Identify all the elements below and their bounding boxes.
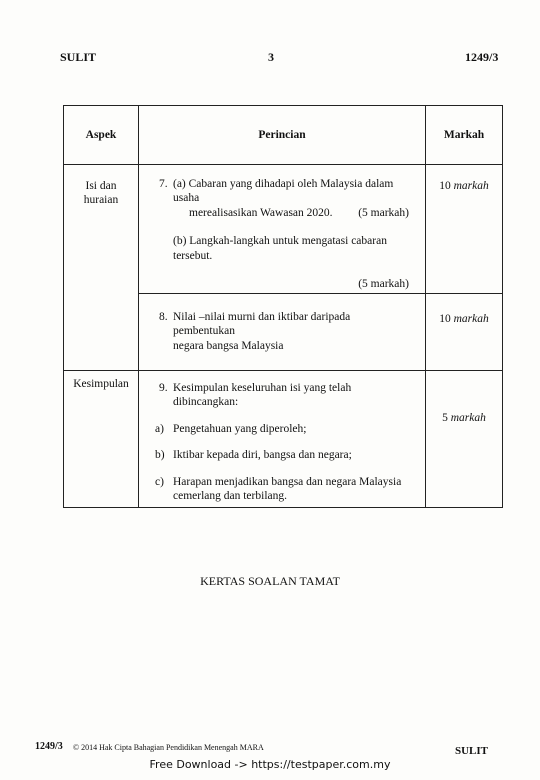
markah-unit: markah — [453, 180, 489, 192]
item-text: (b) Langkah-langkah untuk mengatasi cabaran tersebut. — [173, 235, 387, 262]
col-header-aspek: Aspek — [64, 106, 139, 165]
header-sulit: SULIT — [60, 50, 97, 64]
table-row — [64, 371, 503, 508]
aspek-label: Kesimpulan — [73, 378, 129, 390]
markah-value: 10 — [439, 180, 451, 192]
markah-value: 5 — [442, 412, 448, 424]
sub-letter: c) — [155, 475, 164, 488]
sub-letter: a) — [155, 422, 164, 435]
list-item — [139, 381, 425, 410]
sub-list-item — [139, 422, 425, 436]
sub-text: Pengetahuan yang diperoleh; — [173, 422, 307, 435]
aspek-label: huraian — [83, 194, 119, 207]
sub-text: Iktibar kepada diri, bangsa dan negara; — [173, 449, 352, 462]
perincian-cell — [139, 165, 426, 294]
aspek-cell — [64, 165, 139, 371]
paper-code: 1249/3 — [465, 50, 499, 64]
download-link-text: Free Download -> https://testpaper.com.my — [149, 758, 391, 771]
item-number: 8. — [159, 311, 168, 323]
sub-list — [139, 422, 425, 504]
item-number: 7. — [159, 178, 168, 190]
sub-text: Harapan menjadikan bangsa dan negara Malaysia — [173, 475, 402, 488]
item-text: Nilai –nilai murni dan iktibar daripada pembentukan — [173, 311, 351, 338]
markah-cell — [426, 294, 503, 371]
item-mark: (5 markah) — [358, 206, 409, 219]
perincian-cell — [139, 371, 426, 508]
list-item — [139, 310, 425, 353]
item-text: (a) Cabaran yang dihadapi oleh Malaysia dalam usaha — [173, 178, 394, 205]
sub-list-item — [139, 475, 425, 504]
end-of-paper-text: KERTAS SOALAN TAMAT — [200, 574, 340, 588]
markah-unit: markah — [453, 313, 489, 325]
markah-cell — [426, 371, 503, 508]
item-text: negara bangsa Malaysia — [173, 339, 284, 352]
sub-text: cemerlang dan terbilang. — [173, 489, 287, 502]
table-row — [64, 165, 503, 294]
footer-copyright: © 2014 Hak Cipta Bahagian Pendidikan Menengah MARA — [73, 743, 264, 752]
item-line — [173, 206, 409, 220]
list-item — [139, 177, 425, 291]
aspek-label: Isi dan — [85, 180, 117, 192]
table-header-row — [64, 106, 503, 165]
item-number: 9. — [159, 382, 168, 394]
aspek-cell — [64, 371, 139, 508]
footer-sulit: SULIT — [455, 745, 489, 757]
sub-list-item — [139, 448, 425, 462]
col-header-markah: Markah — [426, 106, 503, 165]
perincian-cell — [139, 294, 426, 371]
sub-letter: b) — [155, 449, 165, 462]
marking-scheme-table — [63, 105, 503, 508]
item-text: Kesimpulan keseluruhan isi yang telah dibincangkan: — [173, 382, 352, 409]
markah-value: 10 — [439, 313, 451, 325]
item-mark: (5 markah) — [358, 277, 409, 290]
item-text: merealisasikan Wawasan 2020. — [189, 206, 333, 219]
markah-cell — [426, 165, 503, 294]
footer-paper-code: 1249/3 — [35, 741, 63, 752]
col-header-perincian: Perincian — [139, 106, 426, 165]
page-number: 3 — [268, 50, 274, 64]
markah-unit: markah — [450, 412, 486, 424]
